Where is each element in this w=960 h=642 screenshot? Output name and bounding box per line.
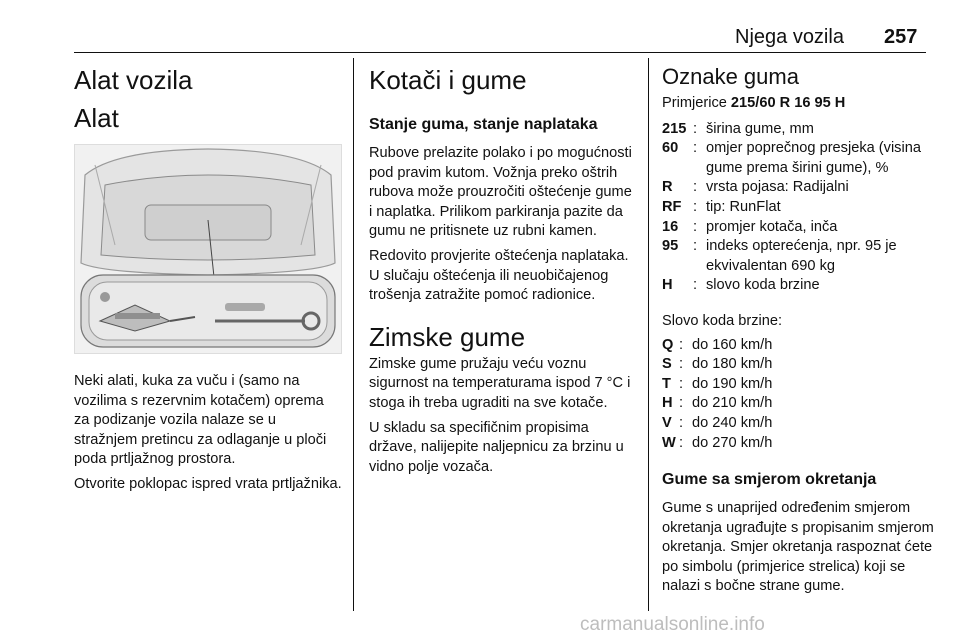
- column-divider-left: [353, 58, 354, 611]
- speed-row: [662, 336, 934, 356]
- speed-value: do 190 km/h: [692, 375, 773, 392]
- example-line: [662, 94, 934, 114]
- definition-key: R: [662, 179, 673, 196]
- speed-value: do 180 km/h: [692, 356, 773, 373]
- definition-colon: :: [693, 179, 698, 196]
- definition-colon: :: [693, 140, 698, 157]
- section-heading-winter-tyres: Zimske gume: [369, 321, 526, 352]
- definition-colon: :: [693, 198, 698, 215]
- speed-row: [662, 434, 934, 454]
- definition-colon: :: [693, 238, 698, 255]
- definition-value: slovo koda brzine: [706, 277, 820, 294]
- speed-code-intro: Slovo koda brzine:: [662, 312, 783, 329]
- speed-row: [662, 355, 934, 375]
- definition-row: [662, 218, 934, 238]
- example-prefix: Primjerice: [662, 95, 731, 111]
- right-column: [662, 64, 934, 597]
- tyre-condition-paragraph-1: Rubove prelazite polako i po mogućnosti pod pravim kutom. Vožnja preko oštrih rubova može prouzročiti oštećenje gume i naplatka. Prilikom parkiranja pazite da gumu ne pritisnete uz rubni kamen.: [369, 145, 632, 240]
- definition-row: [662, 139, 934, 178]
- left-column: [74, 64, 342, 495]
- speed-key: S: [662, 356, 672, 373]
- speed-value: do 270 km/h: [692, 434, 773, 451]
- definition-value: vrsta pojasa: Radijalni: [706, 179, 849, 196]
- designation-list: [662, 120, 934, 296]
- speed-value: do 160 km/h: [692, 336, 773, 353]
- subheading-directional-tyres: Gume sa smjerom okretanja: [662, 471, 877, 489]
- speed-colon: :: [679, 336, 684, 353]
- definition-value: promjer kotača, inča: [706, 218, 838, 235]
- speed-code-list: [662, 336, 934, 454]
- speed-colon: :: [679, 434, 684, 451]
- definition-value: širina gume, mm: [706, 120, 814, 137]
- column-divider-right: [648, 58, 649, 611]
- definition-row: [662, 276, 934, 296]
- subheading-tyre-condition: Stanje guma, stanje naplataka: [369, 116, 598, 133]
- speed-key: T: [662, 375, 671, 392]
- definition-key: 95: [662, 238, 679, 255]
- speed-value: do 210 km/h: [692, 395, 773, 412]
- speed-colon: :: [679, 356, 684, 373]
- section-heading-vehicle-tools: Alat vozila: [74, 65, 193, 95]
- definition-row: [662, 237, 934, 276]
- winter-tyres-paragraph-2: U skladu sa specifičnim propisima države, nalijepite naljepnicu za brzinu u vidno polje vozača.: [369, 419, 624, 475]
- definition-key: RF: [662, 198, 682, 215]
- definition-colon: :: [693, 120, 698, 137]
- definition-row: [662, 198, 934, 218]
- subheading-tools: Alat: [74, 103, 119, 133]
- speed-key: H: [662, 395, 673, 412]
- tools-illustration: [74, 144, 342, 354]
- speed-value: do 240 km/h: [692, 414, 773, 431]
- section-heading-tyre-designations: Oznake guma: [662, 64, 799, 89]
- definition-value: indeks opterećenja, npr. 95 je ekvivalentan 690 kg: [706, 238, 897, 274]
- winter-tyres-paragraph-1: Zimske gume pružaju veću voznu sigurnost na temperaturama ispod 7 °C i stoga ih treba ugraditi na sve kotače.: [369, 355, 631, 411]
- definition-value: tip: RunFlat: [706, 198, 781, 215]
- definition-key: H: [662, 277, 673, 294]
- speed-colon: :: [679, 395, 684, 412]
- page-number: 257: [884, 26, 918, 48]
- directional-tyres-paragraph: Gume s unaprijed određenim smjerom okretanja ugrađujte s propisanim smjerom okretanja. Smjer okretanja raspoznat ćete po simbolu (primjerice strelica) koji se nalazi s bočne strane gume.: [662, 500, 934, 595]
- definition-key: 215: [662, 120, 687, 137]
- speed-row: [662, 375, 934, 395]
- section-title: Njega vozila: [735, 26, 844, 48]
- speed-key: Q: [662, 336, 674, 353]
- tools-paragraph-1: Neki alati, kuka za vuču i (samo na vozilima s rezervnim kotačem) oprema za podizanje vozila nalaze se u stražnjem pretincu za odlaganje u ploči poda prtljažnog prostora.: [74, 373, 327, 468]
- watermark: carmanualsonline.info: [580, 614, 765, 635]
- definition-key: 60: [662, 140, 679, 157]
- definition-key: 16: [662, 218, 679, 235]
- speed-key: W: [662, 434, 676, 451]
- tools-paragraph-2: Otvorite poklopac ispred vrata prtljažnika.: [74, 475, 342, 492]
- tyre-condition-paragraph-2: Redovito provjerite oštećenja naplataka. U slučaju oštećenja ili neuobičajenog trošenja zatražite pomoć radionice.: [369, 247, 629, 304]
- definition-colon: :: [693, 218, 698, 235]
- speed-key: V: [662, 414, 672, 431]
- speed-colon: :: [679, 414, 684, 431]
- tools-illustration-drawing: [75, 145, 341, 353]
- definition-value: omjer poprečnog presjeka (visina gume prema širini gume), %: [706, 140, 921, 176]
- definition-colon: :: [693, 277, 698, 294]
- speed-colon: :: [679, 375, 684, 392]
- header-rule: [74, 52, 926, 53]
- definition-row: [662, 120, 934, 140]
- speed-row: [662, 394, 934, 414]
- middle-column: [369, 64, 637, 477]
- speed-row: [662, 414, 934, 434]
- definition-row: [662, 178, 934, 198]
- example-code: 215/60 R 16 95 H: [730, 95, 846, 111]
- section-heading-wheels-tyres: Kotači i gume: [369, 65, 527, 95]
